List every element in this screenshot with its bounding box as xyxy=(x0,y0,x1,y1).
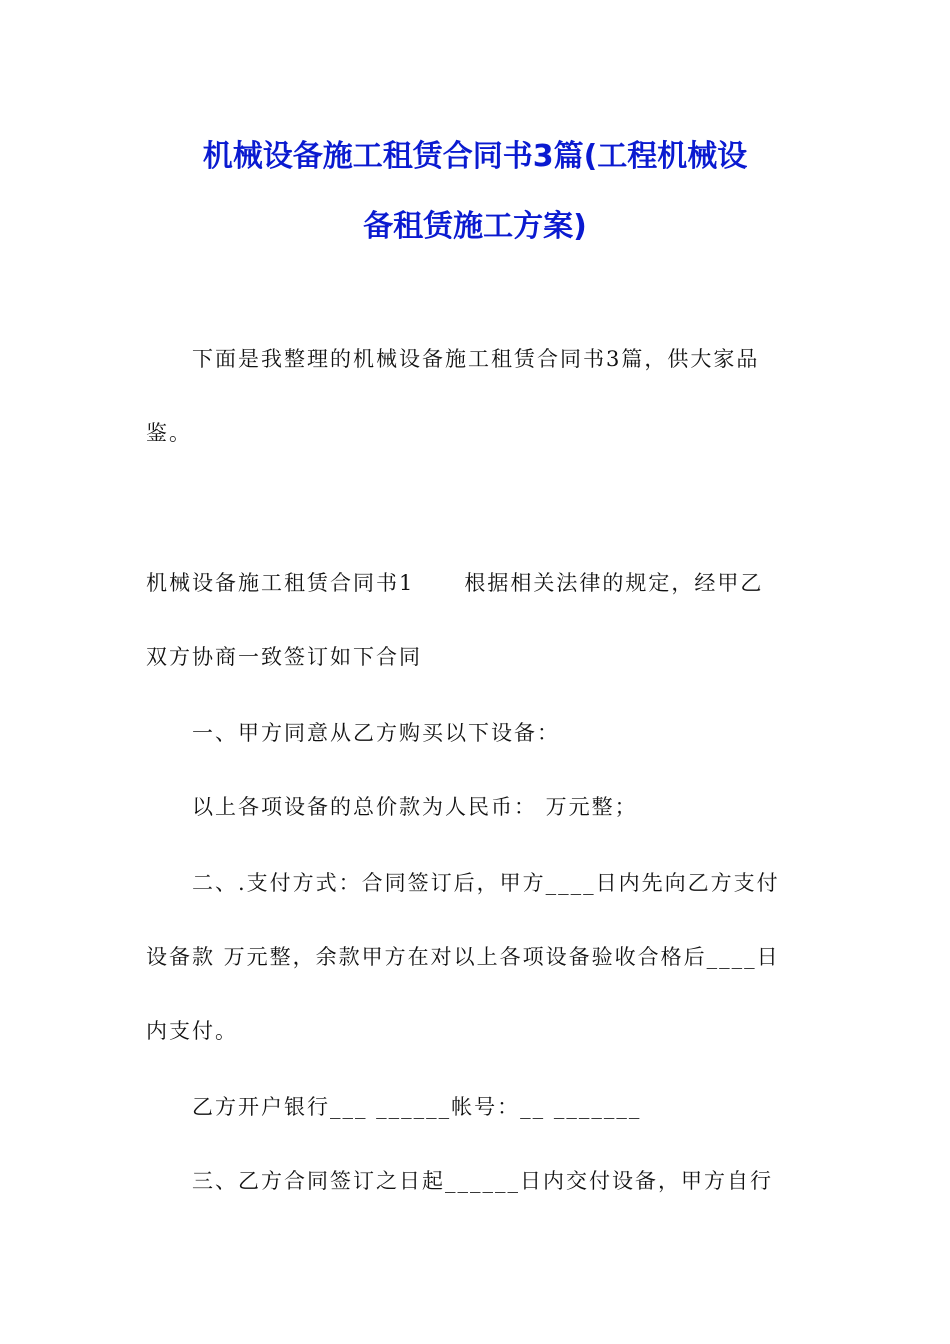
clause-1-total-text: 以上各项设备的总价款为人民币： 万元整； xyxy=(192,795,638,819)
clause-2-paragraph xyxy=(146,846,806,1068)
section-1-line-1 xyxy=(146,546,806,620)
section-1-paragraph xyxy=(146,546,806,694)
title-line-2: 备租赁施工方案) xyxy=(363,209,587,244)
section-1-line-2: 双方协商一致签订如下合同 xyxy=(146,645,422,669)
clause-2-line-1: 二、.支付方式：合同签订后，甲方____日内先向乙方支付 xyxy=(192,871,780,895)
bank-paragraph xyxy=(146,1070,806,1144)
clause-2-line-3: 内支付。 xyxy=(146,1019,238,1043)
intro-line-1: 下面是我整理的机械设备施工租赁合同书3篇，供大家品 xyxy=(192,347,760,371)
intro-line-2: 鉴。 xyxy=(146,421,192,445)
clause-2-line-2: 设备款 万元整，余款甲方在对以上各项设备验收合格后____日 xyxy=(146,945,780,969)
section-1-line-1-rest: 根据相关法律的规定，经甲乙 xyxy=(464,571,764,595)
bank-line: 乙方开户银行___ ______帐号：__ _______ xyxy=(192,1095,642,1119)
clause-1-total-paragraph xyxy=(146,770,806,844)
clause-1-paragraph xyxy=(146,696,806,770)
clause-3-paragraph xyxy=(146,1144,806,1218)
section-1-heading: 机械设备施工租赁合同书1 xyxy=(146,571,415,595)
document-title xyxy=(120,122,830,262)
intro-paragraph xyxy=(146,322,806,470)
clause-1-text: 一、甲方同意从乙方购买以下设备： xyxy=(192,721,560,745)
clause-3-line-1: 三、乙方合同签订之日起______日内交付设备，甲方自行 xyxy=(192,1169,773,1193)
title-line-1: 机械设备施工租赁合同书3篇(工程机械设 xyxy=(202,139,748,174)
